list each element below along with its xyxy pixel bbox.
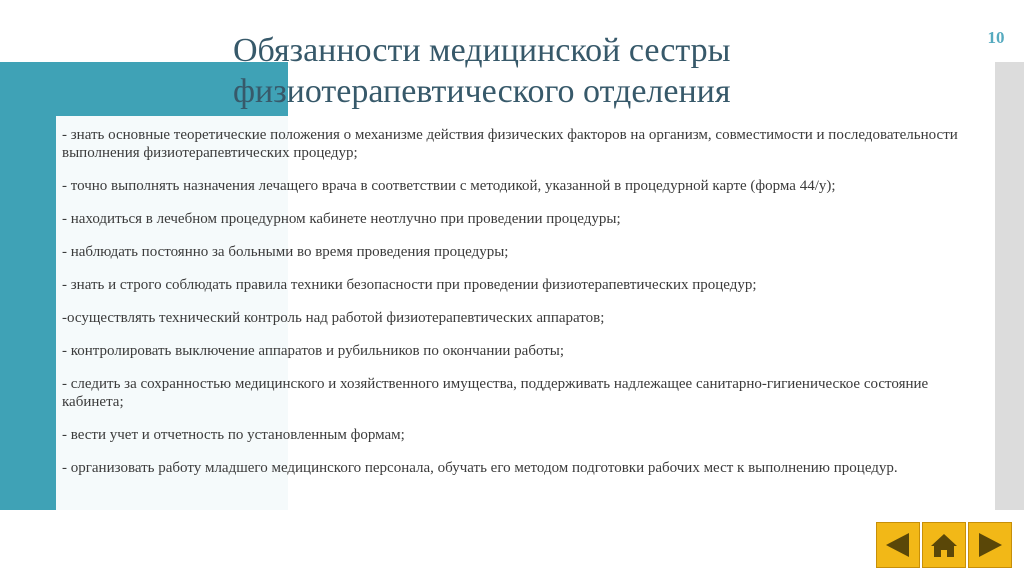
page-number: 10 (987, 28, 1005, 47)
home-slide-button[interactable] (922, 522, 966, 568)
triangle-left-icon (883, 531, 913, 559)
duty-item: - следить за сохранностью медицинского и хозяйственного имущества, поддерживать надлежащее санитарно-гигиеническое состояние кабинета; (62, 376, 929, 410)
duties-list (56, 116, 994, 477)
next-slide-button[interactable] (968, 522, 1012, 568)
duty-item: - знать основные теоретические положения о механизме действия физических факторов на организм, совместимости и последовательности выполнения физиотерапевтических процедур; (62, 127, 958, 161)
duty-item: - точно выполнять назначения лечащего врача в соответствии с методикой, указанной в процедурной карте (форма 44/у); (62, 178, 836, 194)
content-box (56, 116, 994, 510)
right-gray-strip (995, 62, 1024, 510)
duty-item: - наблюдать постоянно за больными во время проведения процедуры; (62, 244, 509, 260)
duty-item: - знать и строго соблюдать правила техники безопасности при проведении физиотерапевтических процедур; (62, 277, 757, 293)
slide-title (233, 30, 933, 112)
home-icon (929, 531, 959, 559)
previous-slide-button[interactable] (876, 522, 920, 568)
duty-item: - контролировать выключение аппаратов и рубильников по окончании работы; (62, 343, 565, 359)
duty-item: - организовать работу младшего медицинского персонала, обучать его методом подготовки рабочих мест к выполнению процедур. (62, 460, 898, 476)
title-line-1: Обязанности медицинской сестры (233, 32, 731, 69)
duty-item: - вести учет и отчетность по установленным формам; (62, 427, 405, 443)
duty-item: - находиться в лечебном процедурном кабинете неотлучно при проведении процедуры; (62, 211, 621, 227)
duty-item: -осуществлять технический контроль над работой физиотерапевтических аппаратов; (62, 310, 605, 326)
title-line-2: физиотерапевтического отделения (233, 73, 731, 110)
triangle-right-icon (975, 531, 1005, 559)
